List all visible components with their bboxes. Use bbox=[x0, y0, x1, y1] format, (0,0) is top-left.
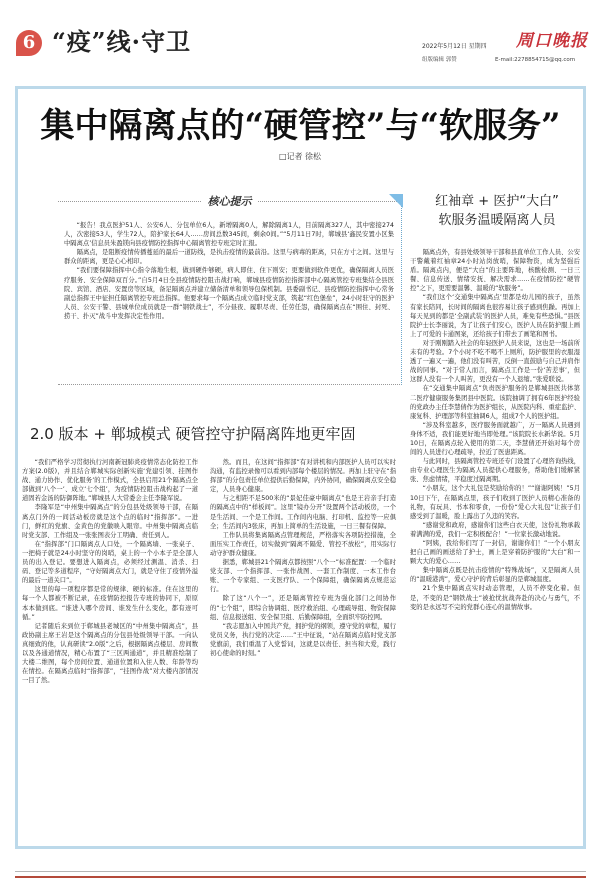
corner-decoration bbox=[389, 194, 403, 208]
key-points-text bbox=[64, 221, 394, 359]
paragraph: “我们要保障指挥中心指令落地生根，做到硬件够硬，病人即住、住下则安；更要做到软件更优，确保隔离人员医疗服务、安全保障双百分。”自5月4日全县疫情防控阻击战打响，郸城县疫情防控指挥部中心隔离管控专班集结全县医院、宾馆、酒店、安置房等区域，备足隔离点并建立储备清单和领导包保机制。县委副书记、县疫情防控指挥中心常务副总指挥王中征担任隔离管控专班总指挥。他要求每一个隔离点成立临时党支部，筑起“红色堡垒”，24小时驻守的医护人员、公安干警、县城单位成员就是一群“钢铁战士”，不分昼夜、履职尽责、任劳任怨，确保隔离点在“围住、封死、捞干、扑灭”战斗中发挥决定性作用。 bbox=[64, 267, 394, 320]
key-points-title: 核心提示 bbox=[58, 195, 401, 209]
paragraph: 与此同时，县隔离管控专班还专门设置了心理咨询热线，由专业心理医生为隔离人员提供心理服务，帮助他们缓解紧张、焦虑情绪，平稳度过隔离期。 bbox=[410, 458, 580, 484]
paragraph: 21个集中隔离点实时动态管理，人员不停变化着。但是，不变的是“钢铁战士”被抢忧抗战奔赴的决心与勇气，不变的是永远写不完的党群心连心的温情故事。 bbox=[410, 585, 580, 611]
editor-credit: 组版编辑 郭赞 bbox=[422, 57, 457, 63]
paragraph: “涉及科室越多，医疗服务面就越广，万一隔离人员遇到身体不适，我们能更好地当即处理。”该院院长水新华说。5月10日，在隔离点轮入使用的第二天，李慧倩还开始对每个房间的人员进行心理疏导，拉近了医患距离。 bbox=[410, 421, 580, 457]
page-number-badge: 6 bbox=[16, 30, 42, 56]
key-points-box bbox=[58, 195, 402, 385]
editor-email: E-mail:2278854715@qq.com bbox=[495, 57, 576, 63]
paragraph: 在“指挥部”门口隔离点人口处，一个隔离墙、一张桌子、一把椅子就是24小时坚守的岗哨，桌上的一个小本子是全部人员的出入登记。要想进入隔离点，必须经过测温、消杀、扫码、登记等多道程序，“守好隔离点大门，就是守住了疫情外溢的最后一道关口”。 bbox=[22, 540, 198, 585]
subheading-1: 2.0 版本 + 郸城模式 硬管控守护隔离阵地更牢固 bbox=[30, 425, 356, 443]
paragraph: “报告！我点医护51人、公安6人、分包单位6人，新增隔离0人，解除隔离1人，目前隔离327人，其中密接274人，次密接53人，学生72人，陪护家长64人……房间总数345间，剩余0间。”“5月11日7时，郸城县‘鑫民安置小区集中隔离点’信息员朱盈镁向县疫情防控指挥中心隔离管控专班定时汇报。 bbox=[64, 222, 394, 248]
issue-date: 2022年5月12日 星期四 bbox=[422, 43, 487, 50]
body-column-right bbox=[410, 248, 580, 843]
footer-rule bbox=[15, 871, 586, 872]
paragraph: “阿姨，我给你们写了一封信，谢谢你们！”一个小朋友把自己画的画送给了护士，画上是穿着防护服的“大白”和一颗大大的爱心…… bbox=[410, 540, 580, 566]
paragraph: 隔离点外，有县处级领导干部和县直单位工作人员、公安干警戴着红袖章24小时站岗放哨，保障物资，成为坚强后盾。隔离点内，便是“大白”的主要阵地，核酸检测、一日三餐、信息传送、情绪安抚、解决需求……在疫情防控“硬管控”之下，更需要温馨、温暖的“软服务”。 bbox=[410, 249, 580, 293]
paragraph: 记者随后来到位于郸城县老城区的“中州集中隔离点”，县政协副主席王岩是这个隔离点的分包县处级领导干部。一向认真细致的他，认真研读“2.0版”之后，根据隔离点楼层、房间数以及各通道情况，精心布置了“三区两通道”，并且精准绘制了大楼二维图，每个房间位置、通道位置和入住人数、年龄等均在情控。在隔离点临时“指挥部”，“挂图作战”对大楼内部情况一目了然。 bbox=[22, 622, 198, 685]
paragraph: 在“交通集中隔离点”负责医护服务的是郸城县医共体第二医疗健康服务集团县中医院。该院抽调了拥有6年医护经验的党政办主任李慧倩作为医护组长，从医院内科、重症监护、康复科、护理部等科室抽调6人，组成7个人的医护组。 bbox=[410, 385, 580, 420]
paragraph: “我志愿加入中国共产党，拥护党的纲领，遵守党的章程，履行党员义务，执行党的决定……”王中征说，“站在隔离点临时党支部党旗前，我们重温了入党誓词，这就是以责任、担当和大爱，践行初心使命的时刻。” bbox=[210, 622, 396, 657]
subheading-2 bbox=[412, 192, 582, 230]
paragraph: 对于刚刚踏入社会的年轻医护人员来说，这也是一场前所未有的考验。7个小时不吃不喝不上厕所，防护服里的衣服湿透了一遍又一遍，他们没有叫苦，反倒一直鼓励与自己并肩作战的同事。“对于常人而言，隔离点工作是一份‘苦差事’，但这群人没有一个人叫苦，更没有一个人退缩。”张爱联说。 bbox=[410, 339, 580, 384]
paragraph: 与之相距不足500米的“景妃佳豪中隔离点”也是王岩亲手打造的隔离点中的“样板间”。这里“镜办分开”设置两个活动板房，一个是生活间、一个是工作间。工作间内电脑、打印机、监控等一应俱全；生活间内3张床，再加上简单的生活设施，一日三餐有保障。 bbox=[210, 495, 396, 530]
article-headline: 集中隔离点的“硬管控”与“软服务” bbox=[40, 106, 561, 146]
paragraph: 然。而且，在这间“指挥部”有对讲机和内部医护人员可以实时沟通，有监控录像可以看到内部每个楼层的情况。再加上驻守在“指挥部”的分包责任单位提供后勤保障，内外协同，确保隔离点安全稳定，人员身心健康。 bbox=[210, 459, 396, 494]
subheading-line: 软服务温暖隔离人员 bbox=[438, 213, 556, 228]
paragraph: “感谢党和政府，感谢你们这些白衣天使，这份礼物承载着满满的爱，我们一定积极配合！”一位家长激动地说。 bbox=[410, 521, 580, 538]
paragraph: 除了这“八个一”，还是隔离管控专班为强化部门之间协作的“七个组”，即综合协调组、医疗救治组、心理疏导组、物资保障组、信息报送组、安全保卫组、后勤保障组，全面织牢防控网。 bbox=[210, 595, 396, 621]
byline: □记者 徐松 bbox=[278, 152, 322, 161]
paragraph: 这里的每一项程序都是常的规律、硬的标准。住在这里的每一个人都被不断记录，在疫情防控报告专班的协同下，原原本本做到底。“谁进入哪个房间、谁发生什么变化，都有迹可循。” bbox=[22, 586, 198, 621]
paragraph: 工作队员将集离隔离点管理规范，严格落实各项防控措施，全面压实工作责任，切实做到“隔离不隔爱、管控不放松”，用实际行动守护群众健康。 bbox=[210, 531, 396, 557]
paragraph: “小朋友，这个大礼包是奖励给你的！”“谢谢阿姨！”5月10日下午，在隔离点里，孩子们收到了医护人员精心准备的礼物，有玩具、书本和零食，一份份“爱心大礼包”让孩子们感受到了温暖，脸上露出了久违的笑容。 bbox=[410, 485, 580, 520]
subheading-line: 红袖章 + 医护“大白” bbox=[435, 194, 559, 209]
paragraph: “我们严格学习贯彻执行河南新冠肺炎疫情常态化防控工作方案(2.0版)，并且结合郸城实际创新实施‘党建引领、挂图作战、通力协作、优化服务’的工作模式，全县启用21个隔离点全部做到‘八个一’、成立‘七个组’，为疫情防控阻击战构起了一道道固若金汤的防御阵地。”郸城县人大常委会主任李隆军说。 bbox=[22, 459, 198, 503]
paragraph: 集中隔离点既是抗击疫情的“特殊战场”，又是隔离人员的“温暖港湾”，爱心守护的背后彰显的是郸城温度。 bbox=[410, 567, 580, 584]
paragraph: 李隆军是“中州集中隔离点”的分包县处级领导干部，在隔离点门外的一间活动板房就是这个点的临时“指挥部”。一进门，鲜红的党旗、金黄色的党徽映入眼帘。中州集中隔离点临时党支部、工作组及一张张图表分工明确、责任到人。 bbox=[22, 504, 198, 539]
paragraph: 据悉，郸城县21个隔离点都按照“八个一”标准配置：一个临时党支部、一个指挥部、一张作战图、一套工作制度、一本工作台账、一个专家组、一支医疗队、一个保障组，确保隔离点规范运行。 bbox=[210, 559, 396, 594]
newspaper-logo: 周口晚报 bbox=[516, 31, 588, 51]
paragraph: 隔离点，是阻断疫情传播蔓延的最后一道防线，是执击疫情的最前沿。这里与病毒的距离，只在方寸之间。这里与群众的距离，更是心心相印。 bbox=[64, 249, 394, 266]
body-column-middle bbox=[210, 458, 396, 843]
section-title: “疫”线·守卫 bbox=[52, 27, 191, 56]
paragraph: “我们这个‘交通集中隔离点’里都是幼儿园的孩子，虽然有家长陪同，长时间的隔离也很容易让孩子感到焦躁。再加上每天见到的都是‘全副武装’的医护人员，难免有些恐惧。”县医院护士长李丽说，为了让孩子们安心，医护人员在防护服上画上了可爱的卡通图案，还给孩子们带去了画笔和图书。 bbox=[410, 294, 580, 338]
footer-rule bbox=[15, 876, 586, 878]
body-column-left bbox=[22, 458, 198, 843]
